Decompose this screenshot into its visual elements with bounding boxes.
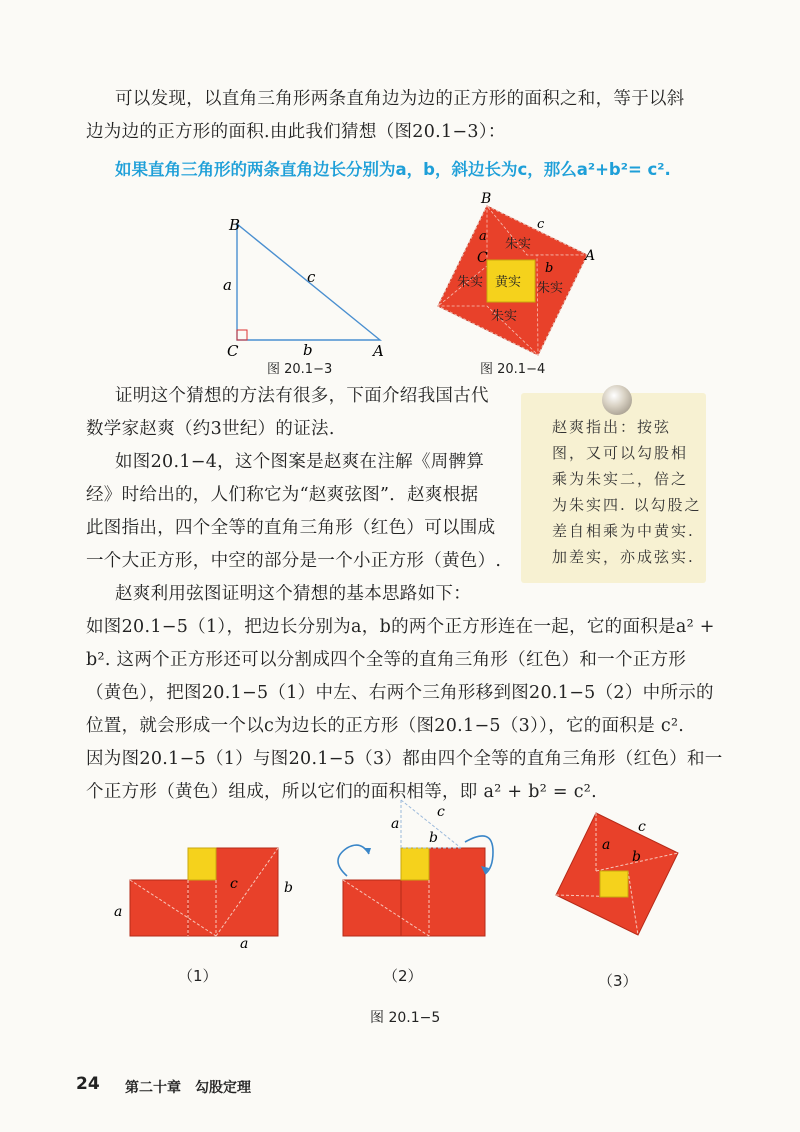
figure-20-1-5-caption: 图 20.1−5 — [370, 1010, 441, 1026]
figure-5-sub-caption-3: （3） — [598, 972, 638, 990]
figure-5-sub-caption-1: （1） — [178, 967, 218, 985]
square-a — [130, 880, 188, 936]
vertex-a-label: A — [373, 342, 384, 360]
label-b: b — [632, 849, 641, 865]
text-line: b². 这两个正方形还可以分割成四个全等的直角三角形（红色）和一个正方形 — [86, 650, 687, 670]
conjecture-statement: 如果直角三角形的两条直角边长分别为a，b，斜边长为c，那么a²+b²= c². — [115, 160, 671, 179]
side-note-text: 赵爽指出：按弦图，又可以勾股相乘为朱实二，倍之为朱实四. 以勾股之差自相乘为中黄实. 加差实，亦成弦实. — [552, 418, 702, 566]
yellow-square — [188, 848, 216, 880]
text-line: 数学家赵爽（约3世纪）的证法. — [86, 419, 335, 439]
side-c-label: c — [537, 217, 545, 232]
zhu-shi-label-right: 朱实 — [537, 281, 564, 296]
text-line: 边为边的正方形的面积.由此我们猜想（图20.1−3）： — [86, 122, 506, 142]
huang-shi-label: 黄实 — [495, 275, 522, 290]
text-line: 如图20.1−4，这个图案是赵爽在注解《周髀算 — [115, 452, 485, 472]
square-a — [343, 880, 401, 936]
chapter-title: 第二十章 勾股定理 — [125, 1080, 251, 1096]
label-c: c — [230, 876, 238, 892]
page-number: 24 — [76, 1074, 100, 1094]
text-line: 位置，就会形成一个以c为边长的正方形（图20.1−5（3）），它的面积是 c². — [86, 716, 685, 736]
zhu-shi-label-left: 朱实 — [457, 275, 484, 290]
vertex-b-label: B — [229, 216, 241, 234]
label-c: c — [638, 819, 646, 835]
side-c-label: c — [307, 268, 316, 286]
text-line: （黄色），把图20.1−5（1）中左、右两个三角形移到图20.1−5（2）中所示的 — [86, 683, 714, 703]
label-a-bottom: a — [240, 936, 249, 950]
zhu-shi-label-top: 朱实 — [505, 237, 532, 252]
text-line: 个正方形（黄色）组成，所以它们的面积相等，即 a² + b² = c². — [86, 782, 597, 802]
vertex-b-label: B — [481, 192, 492, 207]
yellow-square — [401, 848, 429, 880]
label-b: b — [284, 880, 293, 896]
pushpin-icon — [602, 385, 632, 415]
text-line: 可以发现，以直角三角形两条直角边为边的正方形的面积之和，等于以斜 — [115, 89, 685, 109]
arrowhead-left-icon — [363, 848, 371, 854]
side-b-label: b — [303, 341, 313, 359]
label-a-left: a — [114, 904, 123, 920]
side-a-label: a — [479, 229, 487, 244]
text-line: 经》时给出的，人们称它为“赵爽弦图”．赵爽根据 — [86, 485, 479, 505]
vertex-c-label: C — [477, 250, 488, 266]
label-a: a — [391, 816, 400, 832]
rotate-arrow-left-icon — [338, 845, 369, 876]
text-line: 赵爽利用弦图证明这个猜想的基本思路如下： — [115, 584, 471, 604]
text-line: 因为图20.1−5（1）与图20.1−5（3）都由四个全等的直角三角形（红色）和一 — [86, 749, 723, 769]
label-b: b — [429, 830, 438, 846]
yellow-square — [600, 871, 628, 897]
text-line: 此图指出，四个全等的直角三角形（红色）可以围成 — [86, 518, 496, 538]
figure-20-1-5-part-3 — [538, 805, 698, 955]
right-angle-mark — [237, 330, 247, 340]
side-a-label: a — [223, 276, 232, 294]
text-line: 证明这个猜想的方法有很多，下面介绍我国古代 — [115, 386, 489, 406]
vertex-a-label: A — [585, 248, 596, 264]
figure-20-1-3-caption: 图 20.1−3 — [267, 362, 333, 377]
figure-20-1-3 — [215, 212, 395, 362]
figure-20-1-5-part-1 — [110, 840, 300, 950]
zhu-shi-label-bottom: 朱实 — [491, 309, 518, 324]
figure-20-1-5-part-2 — [325, 790, 505, 950]
text-line: 如图20.1−5（1），把边长分别为a，b的两个正方形连在一起，它的面积是a² + — [86, 617, 715, 637]
side-b-label: b — [545, 261, 554, 276]
figure-5-sub-caption-2: （2） — [383, 967, 423, 985]
figure-20-1-4-caption: 图 20.1−4 — [480, 362, 546, 377]
label-c: c — [437, 804, 445, 820]
label-a: a — [602, 837, 611, 853]
text-line: 一个大正方形，中空的部分是一个小正方形（黄色）. — [86, 551, 502, 571]
figure-20-1-4 — [425, 192, 600, 362]
vertex-c-label: C — [227, 342, 239, 360]
